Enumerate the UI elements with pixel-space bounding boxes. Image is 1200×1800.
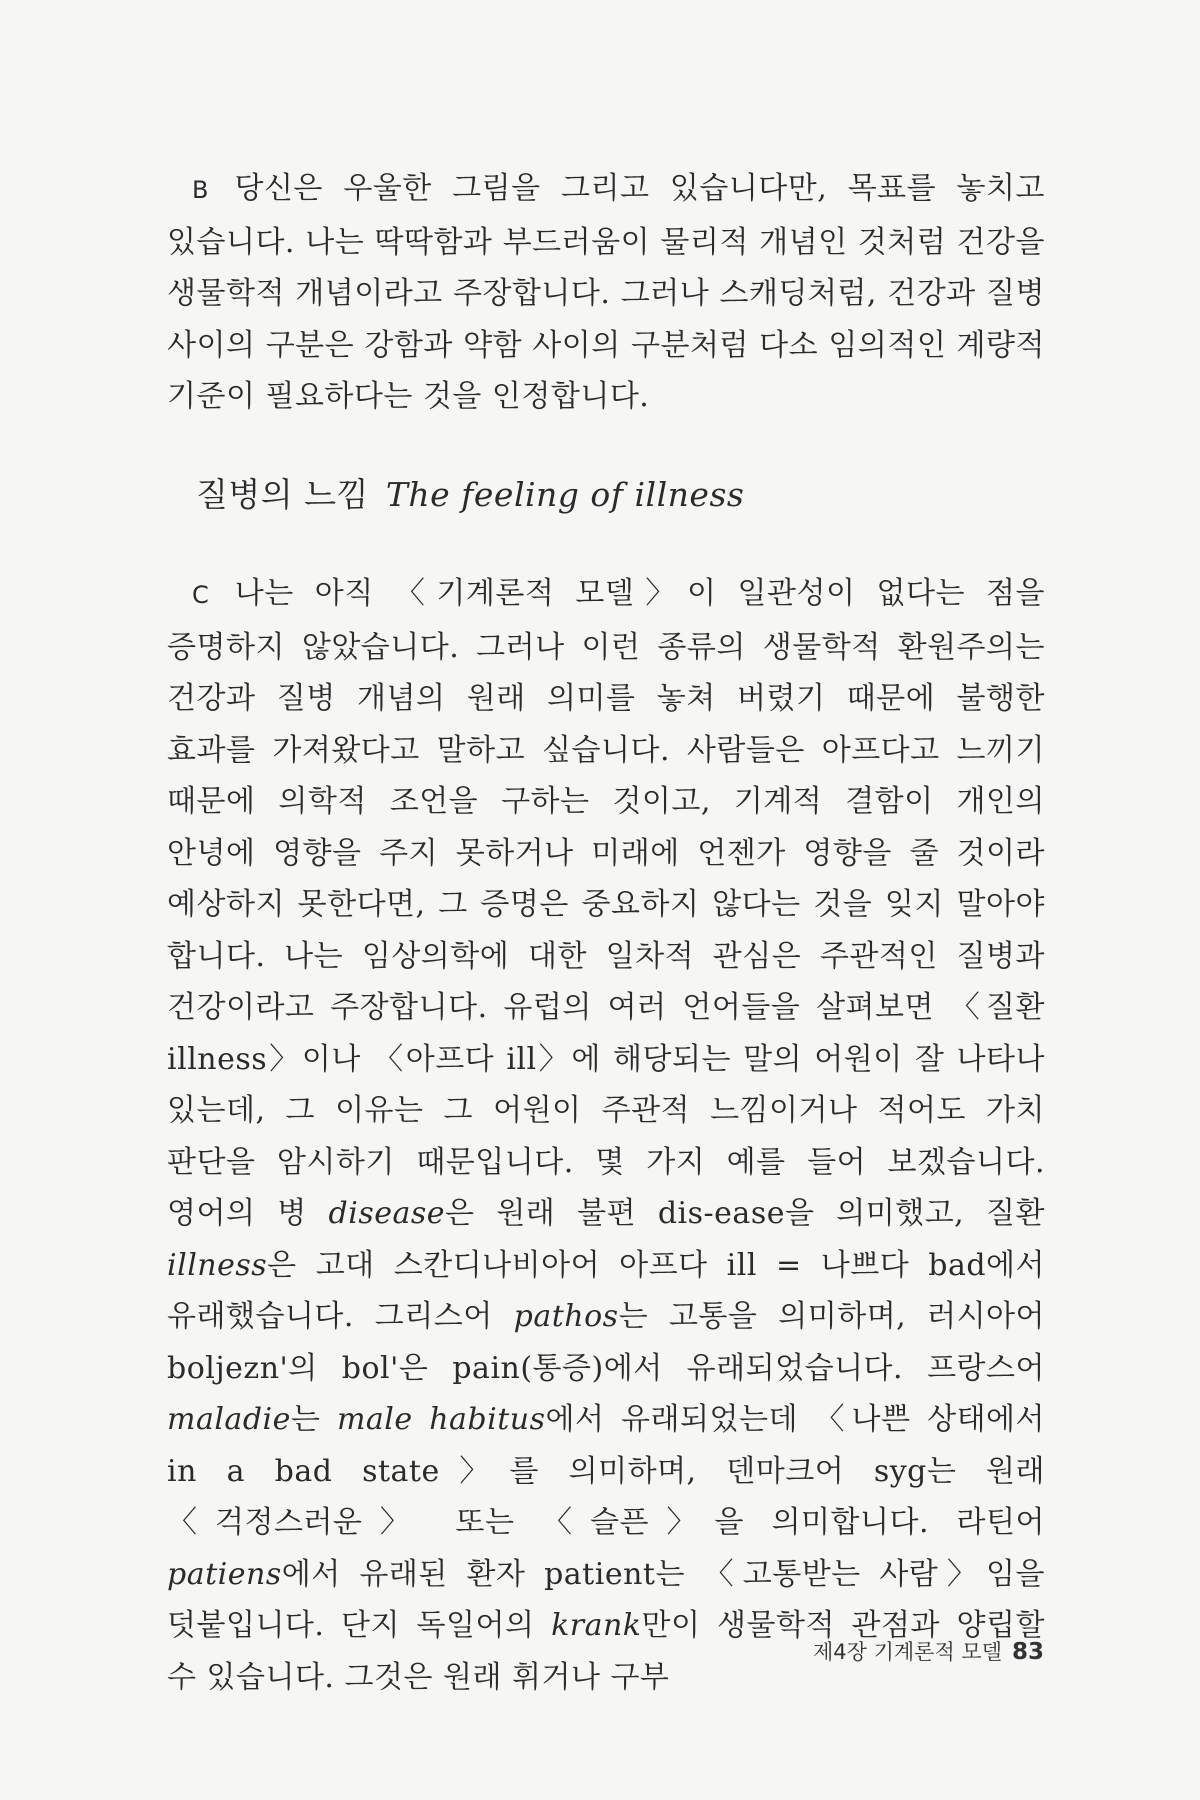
paragraph-b-text: 당신은 우울한 그림을 그리고 있습니다만, 목표를 놓치고 있습니다. 나는 딱딱함과 부드러움이 물리적 개념인 것처럼 건강을 생물학적 개념이라고 주장합니다. 그러나 스캐딩처럼, 건강과 질병 사이의 구분은 강함과 약함 사이의 구분처럼 다소 임의적인 계량적 기준이 필요하다는 것을 인정합니다. [167, 171, 1045, 414]
term-disease: disease [328, 1196, 446, 1231]
heading-korean: 질병의 느낌 [196, 475, 369, 514]
paragraph-c-text-4: 는 고통을 의미하며, 러시아어 boljezn'의 bol'은 pain(통증)에서 유래되었습니다. 프랑스어 [167, 1299, 1046, 1386]
term-maladie: maladie [167, 1402, 291, 1437]
heading-english: The feeling of illness [385, 475, 745, 514]
paragraph-c [167, 568, 1045, 1703]
paragraph-c-text-8: 만이 생물학적 관점과 양립할 수 있습니다. 그것은 원래 휘거나 구부 [167, 1608, 1045, 1695]
page-number: 83 [1011, 1639, 1044, 1665]
section-heading [196, 469, 744, 516]
paragraph-c-text-1: 나는 아직 〈기계론적 모델〉이 일관성이 없다는 점을 증명하지 않았습니다. 그러나 이런 종류의 생물학적 환원주의는 건강과 질병 개념의 원래 의미를 놓쳐 버렸기 때문에 불행한 효과를 가져왔다고 말하고 싶습니다. 사람들은 아프다고 느끼기 때문에 의학적 조언을 구하는 것이고, 기계적 결함이 개인의 안녕에 영향을 주지 못하거나 미래에 언젠가 영향을 줄 것이라 예상하지 못한다면, 그 증명은 중요하지 않다는 것을 잊지 말아야 합니다. 나는 임상의학에 대한 일차적 관심은 주관적인 질병과 건강이라고 주장합니다. 유럽의 여러 언어들을 살펴보면 〈질환 illness〉이나 〈아프다 ill〉에 해당되는 말의 어원이 잘 나타나 있는데, 그 이유는 그 어원이 주관적 느낌이거나 적어도 가치 판단을 암시하기 때문입니다. 몇 가지 예를 들어 보겠습니다. 영어의 병 [167, 576, 1045, 1231]
paragraph-c-text-3: 은 고대 스칸디나비아어 아프다 ill = 나쁘다 bad에서 유래했습니다. 그리스어 [167, 1247, 1045, 1334]
paragraph-c-text-2: 은 원래 불편 dis-ease을 의미했고, 질환 [445, 1196, 1045, 1231]
paragraph-marker-c: C [192, 581, 209, 609]
chapter-title: 제4장 기계론적 모델 [812, 1640, 1002, 1664]
paragraph-b [167, 163, 1045, 423]
term-patiens: patiens [167, 1556, 282, 1592]
term-illness: illness [167, 1247, 268, 1283]
term-krank: krank [551, 1608, 642, 1643]
paragraph-marker-b: B [192, 176, 209, 204]
paragraph-c-text-5: 는 [290, 1402, 321, 1437]
paragraph-c-text-6: 에서 유래되었는데 〈나쁜 상태에서 in a bad state〉를 의미하며, 덴마크어 syg는 원래 〈걱정스러운〉 또는 〈슬픈〉을 의미합니다. 라틴어 [167, 1402, 1046, 1540]
term-male-habitus: male habitus [336, 1402, 546, 1437]
page-footer [813, 1636, 1044, 1666]
term-pathos: pathos [513, 1299, 619, 1334]
paragraph-c-text-7: 에서 유래된 환자 patient는 〈고통받는 사람〉임을 덧붙입니다. 단지 독일어의 [167, 1556, 1045, 1643]
